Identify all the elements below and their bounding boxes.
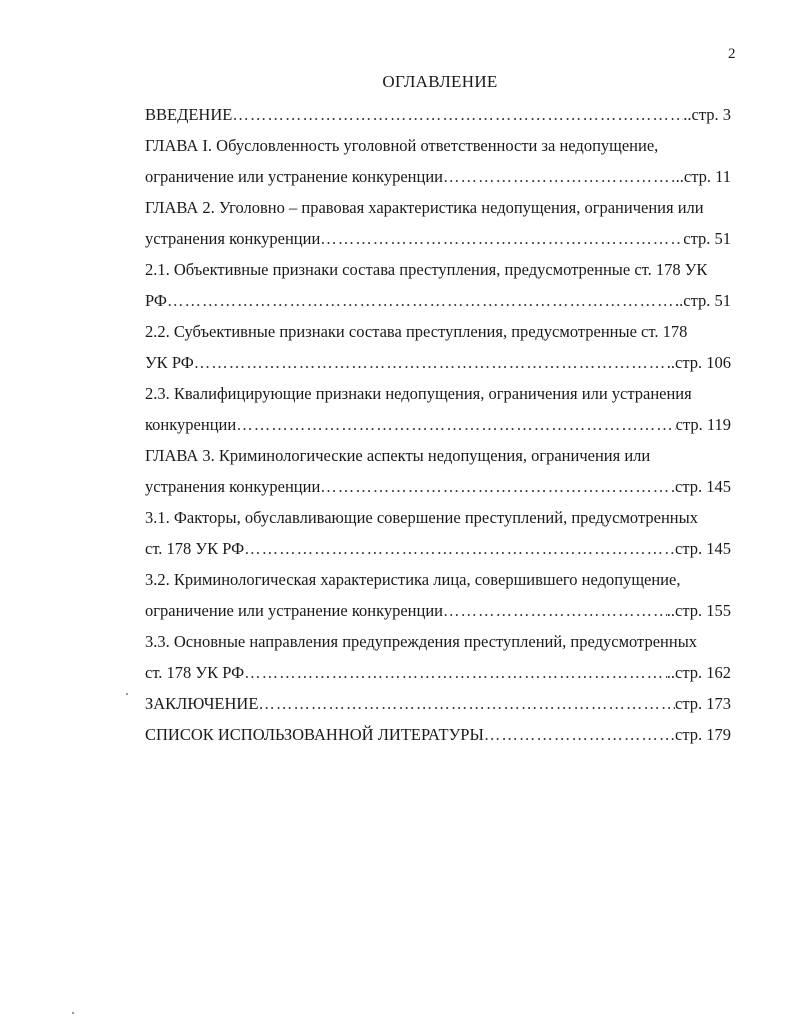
dot-leader — [443, 161, 676, 192]
toc-entry-label: конкуренции — [145, 415, 237, 434]
toc-leader-line — [145, 347, 731, 378]
scan-speck — [72, 1012, 74, 1014]
toc-entry-section-2-3[interactable] — [145, 378, 742, 440]
dot-leader — [244, 533, 675, 564]
toc-page-ref: ..стр. 106 — [666, 353, 731, 372]
toc-entry-heading: 2.1. Объективные признаки состава преступления, предусмотренные ст. 178 УК — [145, 260, 708, 279]
dot-leader — [320, 471, 675, 502]
page-title: ОГЛАВЛЕНИЕ — [382, 72, 498, 91]
toc-leader-line — [145, 223, 731, 254]
toc-entry-heading: ГЛАВА 2. Уголовно – правовая характеристика недопущения, ограничения или — [145, 198, 704, 217]
toc-entry-label: ограничение или устранение конкуренции — [145, 601, 444, 620]
toc-entry-section-2-1[interactable] — [145, 254, 742, 316]
table-of-contents — [145, 99, 742, 750]
dot-leader — [244, 657, 667, 688]
dot-leader — [232, 99, 683, 130]
toc-entry-section-2-2[interactable] — [145, 316, 742, 378]
toc-page-ref: стр. 119 — [675, 415, 731, 434]
toc-leader-line — [145, 719, 731, 750]
toc-entry-section-3-2[interactable] — [145, 564, 742, 626]
toc-leader-line — [145, 657, 731, 688]
toc-page-ref: стр. 51 — [683, 229, 731, 248]
scan-speck — [126, 693, 128, 695]
toc-entry-introduction[interactable] — [145, 99, 742, 130]
toc-entry-heading: ГЛАВА I. Обусловленность уголовной ответственности за недопущение, — [145, 136, 659, 155]
toc-leader-line — [145, 471, 731, 502]
toc-page-ref: ..стр. 51 — [675, 291, 731, 310]
toc-page-ref: стр. 179 — [675, 725, 731, 744]
toc-entry-chapter-1[interactable] — [145, 130, 742, 192]
toc-entry-label: ст. 178 УК РФ — [145, 539, 245, 558]
toc-leader-line — [145, 595, 731, 626]
dot-leader — [320, 223, 683, 254]
toc-entry-label: устранения конкуренции — [145, 477, 321, 496]
toc-leader-line — [145, 533, 731, 564]
toc-entry-chapter-2[interactable] — [145, 192, 742, 254]
toc-leader-line — [145, 409, 731, 440]
toc-entry-label: СПИСОК ИСПОЛЬЗОВАННОЙ ЛИТЕРАТУРЫ — [145, 725, 484, 744]
toc-page-ref: ..стр. 162 — [666, 663, 731, 682]
page-number: 2 — [728, 46, 736, 62]
toc-entry-label: ограничение или устранение конкуренции — [145, 167, 444, 186]
toc-entry-section-3-3[interactable] — [145, 626, 742, 688]
dot-leader — [167, 285, 675, 316]
toc-page-ref: стр. 145 — [675, 477, 731, 496]
toc-leader-line — [145, 99, 731, 130]
toc-entry-bibliography[interactable] — [145, 719, 742, 750]
toc-entry-heading: 3.2. Криминологическая характеристика лица, совершившего недопущение, — [145, 570, 681, 589]
dot-leader — [236, 409, 675, 440]
dot-leader — [443, 595, 667, 626]
toc-entry-section-3-1[interactable] — [145, 502, 742, 564]
toc-page-ref: ..стр. 3 — [683, 105, 731, 124]
toc-entry-label: ст. 178 УК РФ — [145, 663, 245, 682]
toc-entry-label: УК РФ — [145, 353, 194, 372]
toc-page-ref: ..стр. 11 — [675, 167, 731, 186]
toc-entry-heading: ГЛАВА 3. Криминологические аспекты недопущения, ограничения или — [145, 446, 651, 465]
toc-leader-line — [145, 285, 731, 316]
toc-entry-heading: 2.3. Квалифицирующие признаки недопущения, ограничения или устранения — [145, 384, 692, 403]
toc-page-ref: ..стр. 155 — [666, 601, 731, 620]
dot-leader — [484, 719, 675, 750]
toc-page-ref: стр. 173 — [675, 694, 731, 713]
toc-entry-heading: 2.2. Субъективные признаки состава преступления, предусмотренные ст. 178 — [145, 322, 688, 341]
toc-entry-label: устранения конкуренции — [145, 229, 321, 248]
toc-entry-heading: 3.1. Факторы, обуславливающие совершение преступлений, предусмотренных — [145, 508, 698, 527]
toc-leader-line — [145, 161, 731, 192]
toc-entry-label: ЗАКЛЮЧЕНИЕ — [145, 694, 259, 713]
toc-entry-label: ВВЕДЕНИЕ — [145, 105, 233, 124]
toc-leader-line — [145, 688, 731, 719]
toc-entry-conclusion[interactable] — [145, 688, 742, 719]
toc-entry-chapter-3[interactable] — [145, 440, 742, 502]
toc-page-ref: стр. 145 — [675, 539, 731, 558]
toc-entry-label: РФ — [145, 291, 167, 310]
dot-leader — [258, 688, 675, 719]
toc-entry-heading: 3.3. Основные направления предупреждения преступлений, предусмотренных — [145, 632, 698, 651]
dot-leader — [194, 347, 667, 378]
